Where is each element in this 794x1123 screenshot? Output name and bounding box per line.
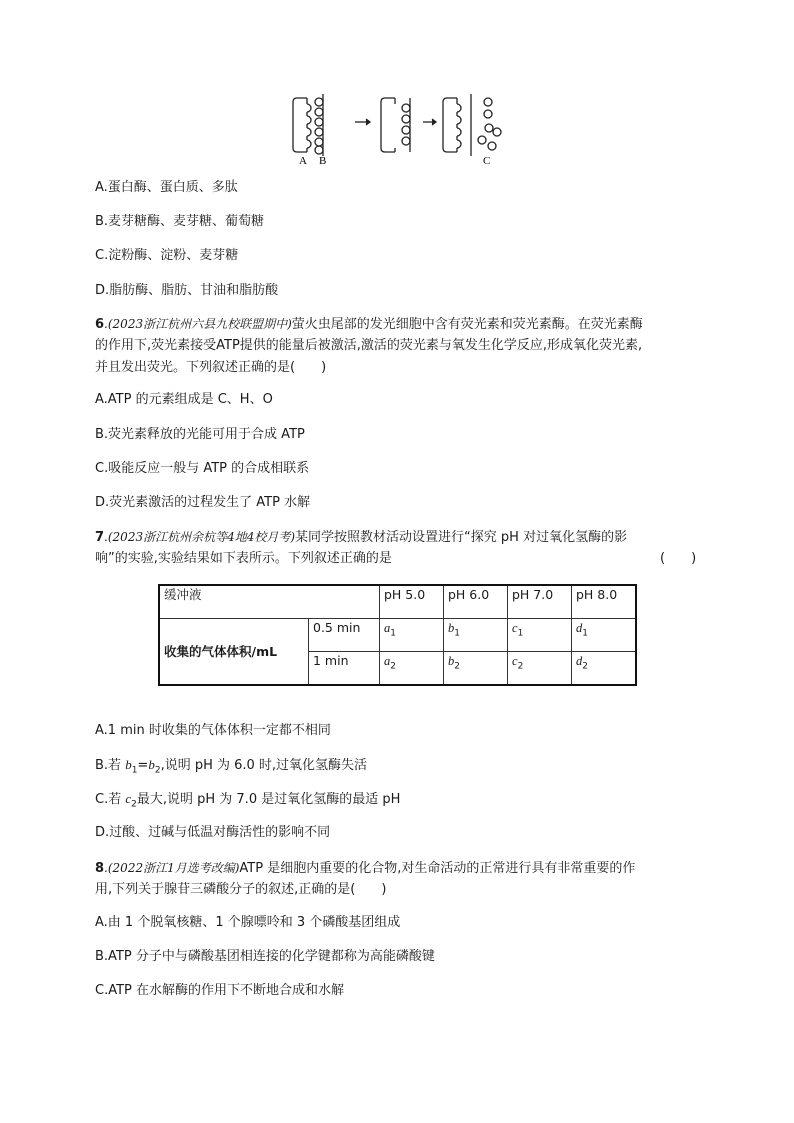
q7-results-table: [158, 584, 637, 686]
table-cell: $c_1$: [508, 619, 572, 652]
table-cell: $a_2$: [380, 652, 444, 686]
q7-stem-line2: 响”的实验,实验结果如下表所示。下列叙述正确的是: [95, 551, 392, 566]
q6-source: .(2023浙江杭州六县九校联盟期中): [104, 317, 292, 331]
q7-source: .(2023浙江杭州余杭等4地4校月考): [104, 530, 296, 544]
q7-option-b: B.若 $b_1=b_2$,说明 pH 为 6.0 时,过氧化氢酶失活: [95, 757, 368, 776]
table-cell: $b_2$: [444, 652, 508, 686]
q6-stem-line1: 6.(2023浙江杭州六县九校联盟期中)萤火虫尾部的发光细胞中含有荧光素和荧光素酶。在荧光素酶: [95, 317, 643, 332]
q6-option-b: B.荧光素释放的光能可用于合成 ATP: [95, 427, 305, 442]
q6-number: 6: [95, 317, 105, 332]
table-cell: $c_2$: [508, 652, 572, 686]
table-row: [159, 619, 636, 652]
table-row: [159, 585, 636, 619]
table-header-ph: pH 8.0: [572, 585, 637, 619]
q7-stem-line1: 7.(2023浙江杭州余杭等4地4校月考)某同学按照教材活动设置进行“探究 pH 对过氧化氢酶的影: [95, 530, 628, 545]
table-header-buffer: 缓冲液: [159, 585, 380, 619]
q7-answer-paren: ( ): [660, 551, 697, 566]
q7-option-a: A.1 min 时收集的气体体积一定都不相同: [95, 723, 331, 738]
q5-option-b: B.麦芽糖酶、麦芽糖、葡萄糖: [95, 214, 265, 229]
q6-option-d: D.荧光素激活的过程发生了 ATP 水解: [95, 495, 311, 510]
q8-source: .(2022浙江1月选考改编): [104, 861, 240, 875]
table-time: 1 min: [309, 652, 380, 686]
q6-option-a: A.ATP 的元素组成是 C、H、O: [95, 392, 273, 407]
table-row-label: 收集的气体体积/mL: [159, 619, 309, 686]
q7-option-d: D.过酸、过碱与低温对酶活性的影响不同: [95, 825, 331, 840]
q6-stem-line3: 并且发出荧光。下列叙述正确的是( ): [95, 360, 327, 375]
table-header-ph: pH 6.0: [444, 585, 508, 619]
table-header-ph: pH 7.0: [508, 585, 572, 619]
label-b: B: [319, 155, 327, 167]
q8-stem-line1: 8.(2022浙江1月选考改编)ATP 是细胞内重要的化合物,对生命活动的正常进行具有非常重要的作: [95, 861, 636, 876]
q7-option-c: C.若 $c_2$最大,说明 pH 为 7.0 是过氧化氢酶的最适 pH: [95, 791, 401, 810]
q5-option-d: D.脂肪酶、脂肪、甘油和脂肪酸: [95, 283, 279, 298]
table-header-ph: pH 5.0: [380, 585, 444, 619]
q5-option-c: C.淀粉酶、淀粉、麦芽糖: [95, 248, 239, 263]
q6-stem-line2: 的作用下,荧光素接受ATP提供的能量后被激活,激活的荧光素与氧发生化学反应,形成氧化荧光素,: [95, 338, 643, 353]
q8-stem-line2: 用,下列关于腺苷三磷酸分子的叙述,正确的是( ): [95, 882, 387, 897]
table-cell: $b_1$: [444, 619, 508, 652]
label-c: C: [483, 155, 491, 167]
table-cell: $d_2$: [572, 652, 637, 686]
q8-option-a: A.由 1 个脱氧核糖、1 个腺嘌呤和 3 个磷酸基团组成: [95, 915, 401, 930]
table-time: 0.5 min: [309, 619, 380, 652]
q7-number: 7: [95, 530, 105, 545]
label-a: A: [299, 155, 307, 167]
q5-option-a: A.蛋白酶、蛋白质、多肽: [95, 180, 238, 195]
table-cell: $a_1$: [380, 619, 444, 652]
q8-option-b: B.ATP 分子中与磷酸基团相连接的化学键都称为高能磷酸键: [95, 949, 435, 964]
enzyme-substrate-diagram: [285, 92, 515, 167]
table-cell: $d_1$: [572, 619, 637, 652]
q8-option-c: C.ATP 在水解酶的作用下不断地合成和水解: [95, 983, 345, 998]
q6-option-c: C.吸能反应一般与 ATP 的合成相联系: [95, 461, 310, 476]
q8-number: 8: [95, 861, 105, 876]
